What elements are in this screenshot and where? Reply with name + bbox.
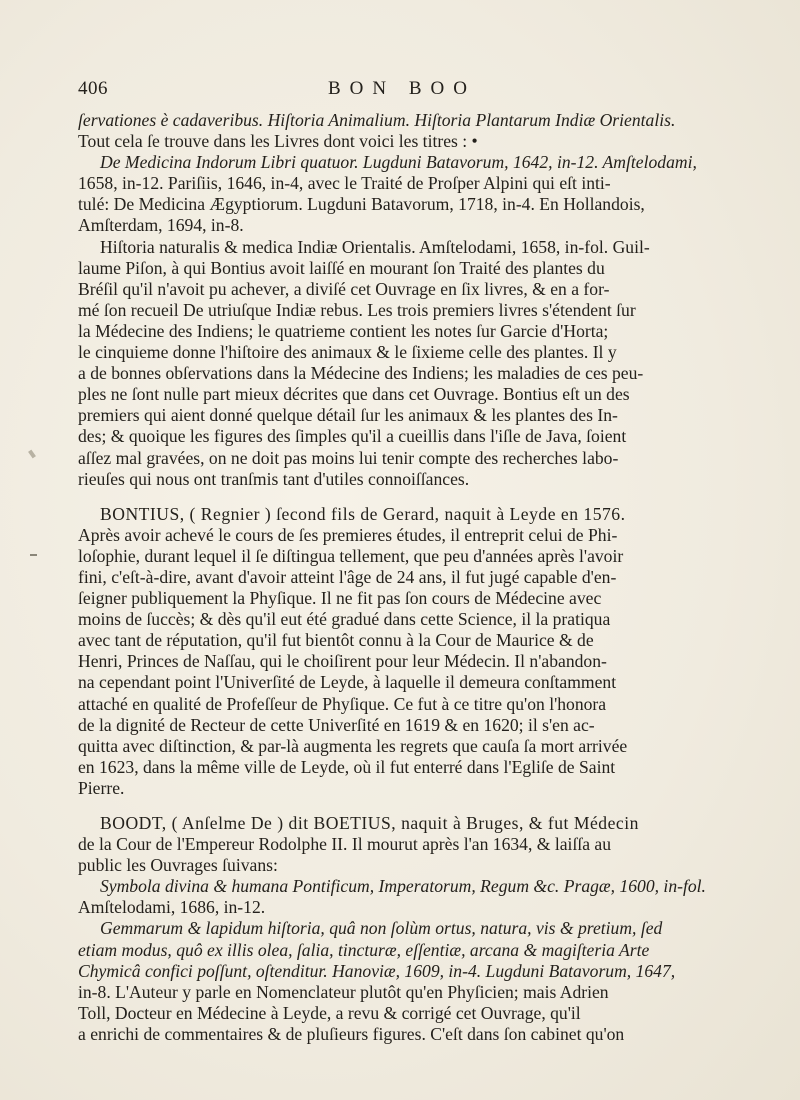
page-header xyxy=(78,70,772,110)
text-line: 1658, in-12. Pariſiis, 1646, in-4, avec le Traité de Proſper Alpini qui eſt inti- xyxy=(78,173,611,194)
text-line: en 1623, dans la même ville de Leyde, où il fut enterré dans l'Egliſe de Saint xyxy=(78,756,616,777)
paragraph xyxy=(78,110,772,152)
text-line: in-8. L'Auteur y parle en Nomenclateur plutôt qu'en Phyſicien; mais Adrien xyxy=(78,981,609,1002)
body-text xyxy=(78,110,772,1045)
text-line: BONTIUS, ( Regnier ) ſecond fils de Gerard, naquit à Leyde en 1576. xyxy=(100,503,626,524)
text-line: mé ſon recueil De utriuſque Indiæ rebus. Les trois premiers livres s'étendent ſur xyxy=(78,299,636,320)
text-line: quitta avec diſtinction, & par-là augmenta les regrets que cauſa ſa mort arrivée xyxy=(78,735,628,756)
text-line: rieuſes qui nous ont tranſmis tant d'utiles connoiſſances. xyxy=(78,468,470,489)
text-line: Après avoir achevé le cours de ſes premieres études, il entreprit celui de Phi- xyxy=(78,524,618,545)
text-line: Henri, Princes de Naſſau, qui le choiſirent pour leur Médecin. Il n'abandon- xyxy=(78,651,607,672)
text-line: Pierre. xyxy=(78,777,125,798)
paragraph xyxy=(78,813,772,876)
text-line: attaché en qualité de Profeſſeur de Phyſique. Ce fut à ce titre qu'on l'honora xyxy=(78,693,607,714)
margin-mark xyxy=(30,554,37,556)
text-line: Tout cela ſe trouve dans les Livres dont voici les titres : • xyxy=(78,131,478,152)
text-line: ples ne ſont nulle part mieux décrites que dans cet Ouvrage. Bontius eſt un des xyxy=(78,384,630,405)
text-line: ſeigner publiquement la Phyſique. Il ne fit pas ſon cours de Médecine avec xyxy=(78,588,602,609)
text-line: avec tant de réputation, qu'il fut bientôt connu à la Cour de Maurice & de xyxy=(78,630,594,651)
margin-mark xyxy=(28,450,36,459)
text-line: le cinquieme donne l'hiſtoire des animaux & le ſixieme celle des plantes. Il y xyxy=(78,342,617,363)
page-number: 406 xyxy=(78,78,108,99)
text-line: public les Ouvrages ſuivans: xyxy=(78,855,278,876)
text-line: Chymicâ confici poſſunt, oſtenditur. Hanoviæ, 1609, in-4. Lugduni Batavorum, 1647, xyxy=(78,960,676,981)
text-line: ſervationes è cadaveribus. Hiſtoria Animalium. Hiſtoria Plantarum Indiæ Orientalis. xyxy=(78,110,676,130)
text-line: Amſterdam, 1694, in-8. xyxy=(78,215,244,236)
text-line: Amſtelodami, 1686, in-12. xyxy=(78,897,266,918)
running-head: BON BOO xyxy=(328,78,476,99)
text-line: la Médecine des Indiens; le quatrieme contient les notes ſur Garcie d'Horta; xyxy=(78,320,609,341)
paragraph xyxy=(78,918,772,1045)
text-line: aſſez mal gravées, on ne doit pas moins lui tenir compte des recherches labo- xyxy=(78,447,619,468)
text-line: de la Cour de l'Empereur Rodolphe II. Il mourut après l'an 1634, & laiſſa au xyxy=(78,834,612,855)
text-line: Toll, Docteur en Médecine à Leyde, a revu & corrigé cet Ouvrage, qu'il xyxy=(78,1002,581,1023)
text-line: De Medicina Indorum Libri quatuor. Lugduni Batavorum, 1642, in-12. Amſtelodami, xyxy=(100,152,697,173)
text-line: na cependant point l'Univerſité de Leyde, à laquelle il demeura conſtamment xyxy=(78,672,617,693)
paragraph xyxy=(78,504,772,799)
paragraph xyxy=(78,152,772,236)
text-line: loſophie, durant lequel il ſe diſtingua tellement, que peu d'années après l'avoir xyxy=(78,545,624,566)
text-line: laume Piſon, à qui Bontius avoit laiſſé en mourant ſon Traité des plantes du xyxy=(78,257,605,278)
text-line: Hiſtoria naturalis & medica Indiæ Orientalis. Amſtelodami, 1658, in-fol. Guil- xyxy=(100,236,650,257)
text-line: Gemmarum & lapidum hiſtoria, quâ non ſolùm ortus, natura, vis & pretium, ſed xyxy=(100,918,663,939)
text-line: premiers qui aient donné quelque détail ſur les animaux & les plantes des In- xyxy=(78,405,618,426)
paragraph xyxy=(78,876,772,918)
text-line: etiam modus, quô ex illis olea, ſalia, tincturæ, eſſentiæ, arcana & magiſteria Arte xyxy=(78,939,650,960)
paragraph-gap xyxy=(78,490,772,504)
text-line: a enrichi de commentaires & de pluſieurs figures. C'eſt dans ſon cabinet qu'on xyxy=(78,1023,625,1044)
text-line: fini, c'eſt-à-dire, avant d'avoir atteint l'âge de 24 ans, il fut jugé capable d'en- xyxy=(78,566,617,587)
text-line: Bréſil qu'il n'avoit pu achever, a diviſé cet Ouvrage en ſix livres, & en a for- xyxy=(78,278,610,299)
text-line: de la dignité de Recteur de cette Univerſité en 1619 & en 1620; il s'en ac- xyxy=(78,714,595,735)
text-line: des; & quoique les figures des ſimples qu'il a cueillis dans l'iſle de Java, ſoient xyxy=(78,426,627,447)
text-line: Symbola divina & humana Pontificum, Imperatorum, Regum &c. Pragæ, 1600, in-fol. xyxy=(100,876,706,897)
text-line: BOODT, ( Anſelme De ) dit BOETIUS, naquit à Bruges, & fut Médecin xyxy=(100,813,639,833)
text-line: a de bonnes obſervations dans la Médecine des Indiens; les maladies de ces peu- xyxy=(78,363,644,384)
paragraph-gap xyxy=(78,799,772,813)
text-line: tulé: De Medicina Ægyptiorum. Lugduni Batavorum, 1718, in-4. En Hollandois, xyxy=(78,194,645,215)
text-line: moins de ſuccès; & dès qu'il eut été gradué dans cette Science, il la pratiqua xyxy=(78,609,611,630)
paragraph xyxy=(78,237,772,490)
